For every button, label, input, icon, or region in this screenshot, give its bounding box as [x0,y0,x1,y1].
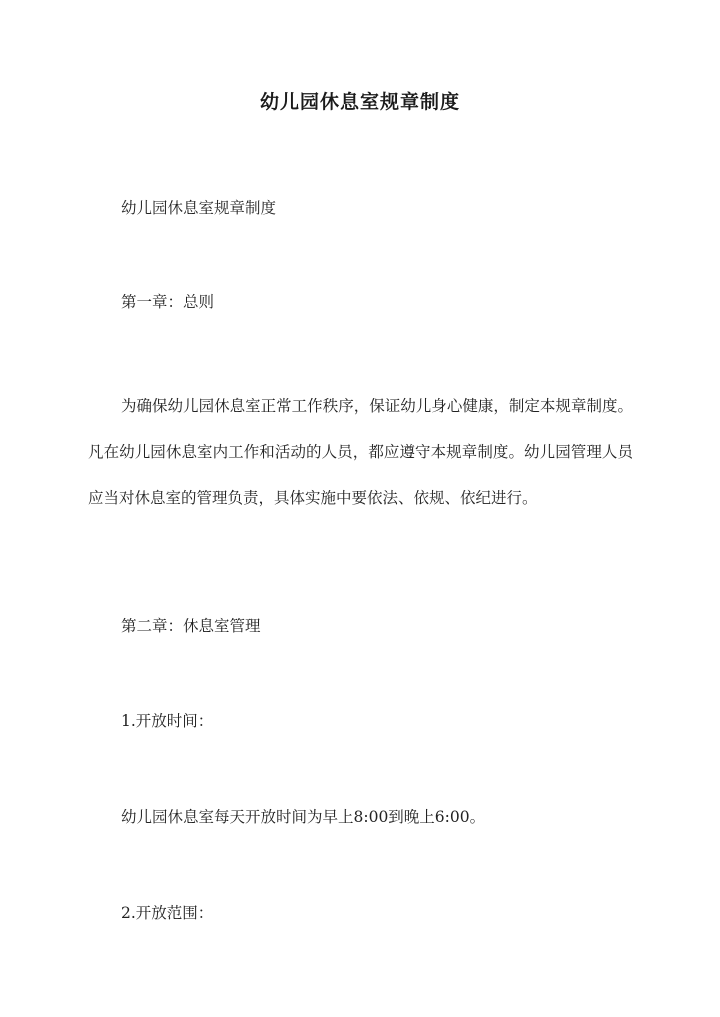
chapter-2-heading: 第二章：休息室管理 [121,617,261,635]
item-1-heading: 1.开放时间： [121,712,214,730]
document-title: 幼儿园休息室规章制度 [259,91,460,113]
item-2-heading: 2.开放范围： [121,904,214,922]
chapter-1-paragraph: 为确保幼儿园休息室正常工作秩序，保证幼儿身心健康，制定本规章制度。凡在幼儿园休息室内工作和活动的人员，都应遵守本规章制度。幼儿园管理人员应当对休息室的管理负责，具体实施中要依法、依规、依纪进行。 [88,397,633,507]
document-subtitle: 幼儿园休息室规章制度 [121,199,277,217]
item-1-text: 幼儿园休息室每天开放时间为早上8:00到晚上6:00。 [121,808,486,826]
chapter-1-heading: 第一章：总则 [121,293,215,311]
